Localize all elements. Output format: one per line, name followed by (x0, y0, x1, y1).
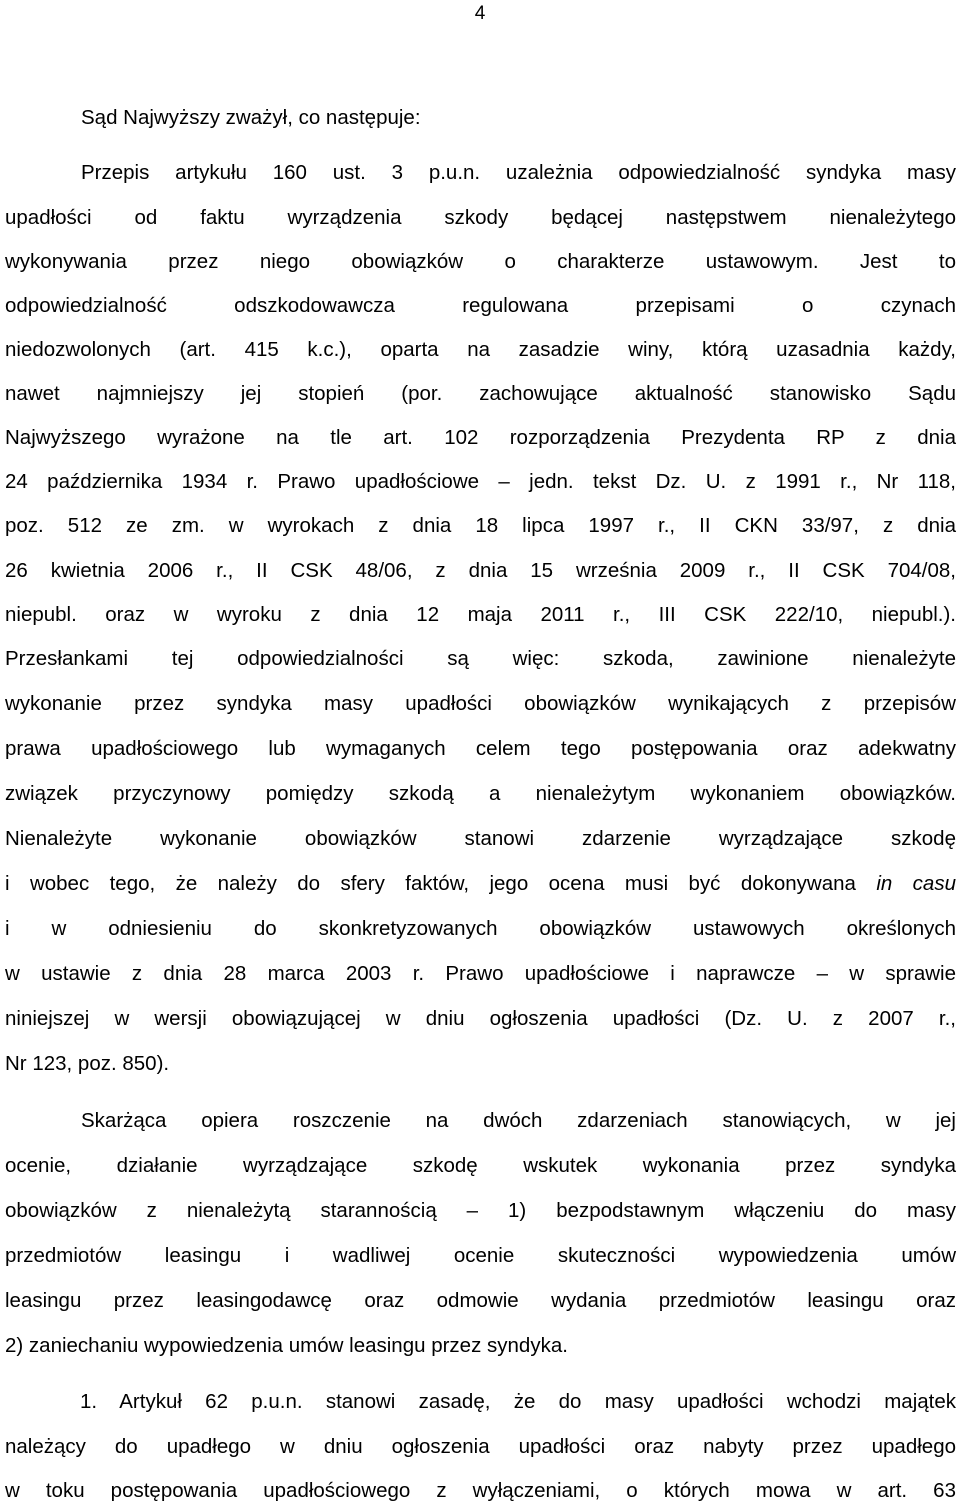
text-line: nawet najmniejszy jej stopień (por. zachowujące aktualność stanowisko Sądu (5, 382, 956, 405)
text-line-with-italic (5, 871, 956, 897)
text-line: przedmiotów leasingu i wadliwej ocenie skuteczności wypowiedzenia umów (5, 1244, 956, 1267)
text-line: niniejszej w wersji obowiązującej w dniu ogłoszenia upadłości (Dz. U. z 2007 r., (5, 1007, 956, 1030)
text-line: w toku postępowania upadłościowego z wyłączeniami, o których mowa w art. 63 (5, 1479, 956, 1502)
text-line: należący do upadłego w dniu ogłoszenia upadłości oraz nabyty przez upadłego (5, 1435, 956, 1458)
text-line: w ustawie z dnia 28 marca 2003 r. Prawo upadłościowe i naprawcze – w sprawie (5, 962, 956, 985)
text-line: Najwyższego wyrażone na tle art. 102 rozporządzenia Prezydenta RP z dnia (5, 426, 956, 449)
italic-term: in casu (876, 872, 956, 895)
text-line: upadłości od faktu wyrządzenia szkody będącej następstwem nienależytego (5, 206, 956, 229)
text-line: ocenie, działanie wyrządzające szkodę wskutek wykonania przez syndyka (5, 1154, 956, 1177)
text-line: Przesłankami tej odpowiedzialności są więc: szkoda, zawinione nienależyte (5, 647, 956, 670)
text-line: i w odniesieniu do skonkretyzowanych obowiązków ustawowych określonych (5, 917, 956, 940)
text-line: prawa upadłościowego lub wymaganych celem tego postępowania oraz adekwatny (5, 737, 956, 760)
text-line: niedozwolonych (art. 415 k.c.), oparta na zasadzie winy, którą uzasadnia każdy, (5, 338, 956, 361)
text-line: obowiązków z nienależytą starannością – 1) bezpodstawnym włączeniu do masy (5, 1199, 956, 1222)
text-line: Nienależyte wykonanie obowiązków stanowi zdarzenie wyrządzające szkodę (5, 827, 956, 850)
numbered-item: 1. Artykuł 62 p.u.n. stanowi zasadę, że do masy upadłości wchodzi majątek (80, 1390, 956, 1413)
text-line: 2) zaniechaniu wypowiedzenia umów leasingu przez syndyka. (5, 1334, 568, 1357)
text-line: wykonanie przez syndyka masy upadłości obowiązków wynikających z przepisów (5, 692, 956, 715)
text-line: 26 kwietnia 2006 r., II CSK 48/06, z dnia 15 września 2009 r., II CSK 704/08, (5, 559, 956, 582)
text-line: odpowiedzialność odszkodowawcza regulowana przepisami o czynach (5, 294, 956, 317)
text-line: poz. 512 ze zm. w wyrokach z dnia 18 lipca 1997 r., II CKN 33/97, z dnia (5, 514, 956, 537)
section-heading: Sąd Najwyższy zważył, co następuje: (81, 106, 421, 129)
text-line: Nr 123, poz. 850). (5, 1052, 170, 1075)
text-line: leasingu przez leasingodawcę oraz odmowie wydania przedmiotów leasingu oraz (5, 1289, 956, 1312)
text-line: Skarżąca opiera roszczenie na dwóch zdarzeniach stanowiących, w jej (81, 1109, 956, 1132)
text-segment: i wobec tego, że należy do sfery faktów, jego ocena musi być dokonywana (5, 872, 877, 895)
page-number: 4 (474, 3, 486, 24)
text-line: 24 października 1934 r. Prawo upadłościowe – jedn. tekst Dz. U. z 1991 r., Nr 118, (5, 470, 956, 493)
text-line: wykonywania przez niego obowiązków o charakterze ustawowym. Jest to (5, 250, 956, 273)
text-line: niepubl. oraz w wyroku z dnia 12 maja 2011 r., III CSK 222/10, niepubl.). (5, 603, 956, 626)
text-line: związek przyczynowy pomiędzy szkodą a nienależytym wykonaniem obowiązków. (5, 782, 956, 805)
text-line: Przepis artykułu 160 ust. 3 p.u.n. uzależnia odpowiedzialność syndyka masy (81, 161, 956, 184)
